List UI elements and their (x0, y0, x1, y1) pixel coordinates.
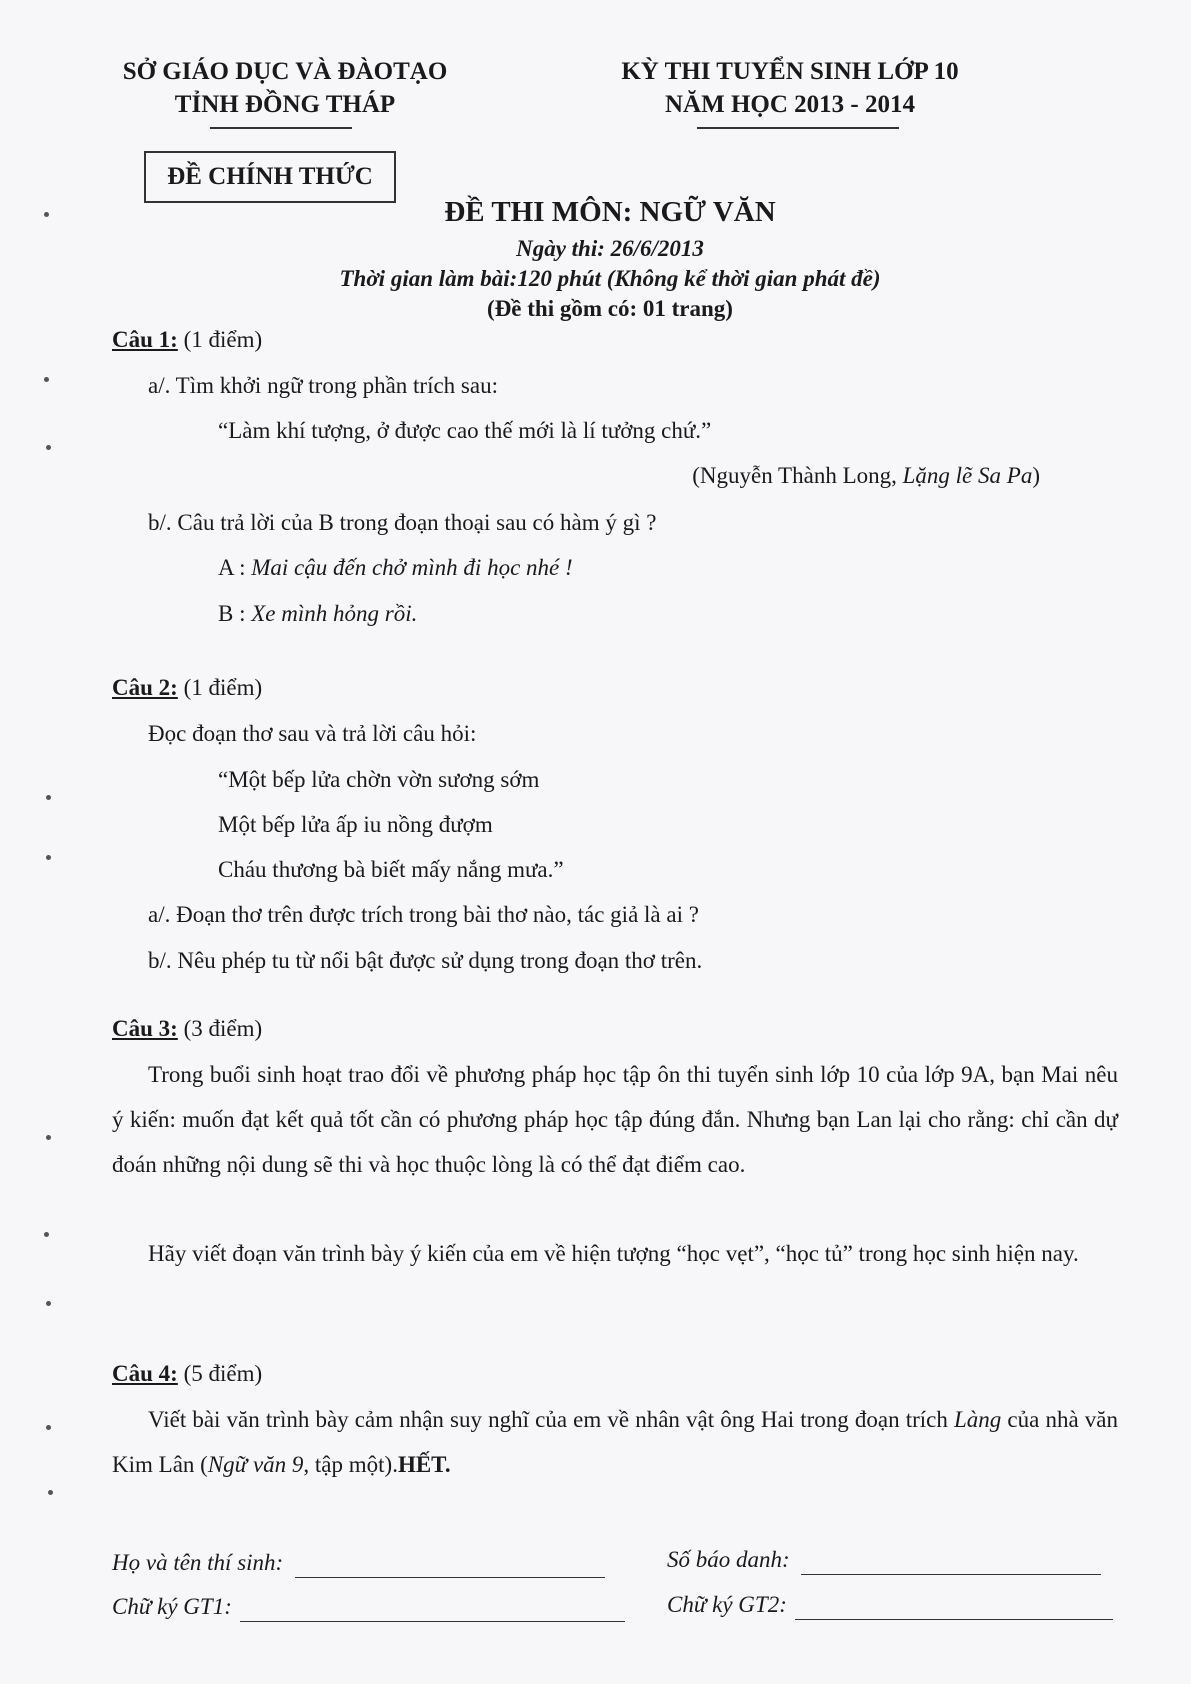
dialogue-line-a (218, 553, 573, 583)
scan-speck (46, 855, 51, 860)
department-name: SỞ GIÁO DỤC VÀ ĐÀOTẠO (122, 58, 448, 85)
question-4-heading (112, 1359, 262, 1389)
exam-header (580, 55, 1000, 121)
candidate-id-label: Số báo danh: (667, 1547, 790, 1572)
province-name: TỈNH ĐỒNG THÁP (174, 91, 396, 118)
exam-duration: Thời gian làm bài:120 phút (Không kể thời gian phát đề) (339, 266, 881, 291)
question-1a-quote: “Làm khí tượng, ở được cao thế mới là lí tưởng chứ.” (218, 418, 712, 443)
question-3-points: (3 điểm) (177, 1016, 263, 1041)
scan-speck (44, 212, 49, 217)
scan-speck (46, 445, 51, 450)
question-4-work: Làng (953, 1407, 1002, 1432)
speaker-b: B : (218, 601, 252, 626)
scan-speck (48, 1490, 53, 1495)
exam-subject: ĐỀ THI MÔN: NGỮ VĂN (444, 196, 776, 228)
question-2-heading (112, 673, 262, 703)
question-3-paragraph-2: Hãy viết đoạn văn trình bày ý kiến của em về hiện tượng “học vẹt”, “học tủ” trong học sinh hiện nay. (148, 1241, 1079, 1266)
scan-speck (46, 1135, 51, 1140)
scan-speck (44, 1232, 49, 1237)
supervisor-1-label: Chữ ký GT1: (112, 1594, 232, 1619)
question-1a-prompt: a/. Tìm khởi ngữ trong phần trích sau: (148, 373, 498, 398)
scan-speck (46, 1425, 51, 1430)
question-2-prompt: Đọc đoạn thơ sau và trả lời câu hỏi: (148, 721, 477, 746)
question-3-paragraph-1: Trong buổi sinh hoạt trao đổi về phương pháp học tập ôn thi tuyển sinh lớp 10 của lớp 9A, bạn Mai nêu ý kiến: muốn đạt kết quả tốt cần có phương pháp học tập đúng đắn. Nhưng bạn Lan lại cho rằng: chỉ cần dự đoán những nội dung sẽ thi và học thuộc lòng là có thể đạt điểm cao. (112, 1062, 1118, 1177)
exam-underline (697, 127, 899, 129)
supervisor-1-line (240, 1599, 625, 1622)
question-4-text-1: Viết bài văn trình bày cảm nhận suy nghĩ của em về nhân vật ông Hai trong đoạn trích (148, 1407, 954, 1432)
supervisor-2-label: Chữ ký GT2: (667, 1592, 787, 1617)
candidate-id-row (667, 1545, 1101, 1575)
poem-line-1: “Một bếp lửa chờn vờn sương sớm (218, 767, 540, 792)
speaker-b-text: Xe mình hỏng rồi. (251, 601, 418, 626)
department-header (95, 55, 475, 121)
exam-name: KỲ THI TUYỂN SINH LỚP 10 (621, 58, 959, 85)
question-2-label: Câu 2: (112, 675, 178, 700)
candidate-name-row (112, 1548, 605, 1578)
candidate-id-line (801, 1552, 1101, 1575)
source-close: ) (1032, 463, 1040, 488)
scan-speck (44, 377, 49, 382)
supervisor-2-line (795, 1597, 1113, 1620)
dialogue-line-b (218, 599, 417, 629)
scan-speck (46, 795, 51, 800)
question-2b: b/. Nêu phép tu từ nổi bật được sử dụng trong đoạn thơ trên. (148, 948, 703, 973)
exam-date: Ngày thi: 26/6/2013 (516, 236, 704, 261)
candidate-name-label: Họ và tên thí sinh: (112, 1550, 284, 1575)
question-2-points: (1 điểm) (177, 675, 263, 700)
speaker-a: A : (218, 555, 252, 580)
source-work: Lặng lẽ Sa Pa (902, 463, 1033, 488)
source-author: (Nguyễn Thành Long, (692, 463, 903, 488)
question-1a-source (692, 461, 1040, 491)
question-3-label: Câu 3: (112, 1016, 178, 1041)
question-4-paragraph (112, 1397, 1118, 1487)
question-3-heading (112, 1014, 262, 1044)
speaker-a-text: Mai cậu đến chở mình đi học nhé ! (251, 555, 573, 580)
supervisor-1-row (112, 1592, 625, 1622)
poem-line-2: Một bếp lửa ấp iu nồng đượm (218, 812, 493, 837)
question-1-points: (1 điểm) (177, 327, 263, 352)
exam-page-count: (Đề thi gồm có: 01 trang) (487, 296, 733, 321)
supervisor-2-row (667, 1590, 1113, 1620)
question-1b-prompt: b/. Câu trả lời của B trong đoạn thoại sau có hàm ý gì ? (148, 510, 657, 535)
question-4-text-2: của nhà văn Kim Lân ( (112, 1407, 1118, 1477)
question-4-label: Câu 4: (112, 1361, 178, 1386)
official-label: ĐỀ CHÍNH THỨC (167, 163, 373, 190)
question-2a: a/. Đoạn thơ trên được trích trong bài thơ nào, tác giả là ai ? (148, 902, 699, 927)
question-4-book: Ngữ văn 9 (207, 1452, 304, 1477)
candidate-name-line (295, 1555, 605, 1578)
poem-line-3: Cháu thương bà biết mấy nắng mưa.” (218, 857, 564, 882)
scan-speck (46, 1301, 51, 1306)
department-underline (210, 127, 352, 129)
question-4-text-3: , tập một). (303, 1452, 398, 1477)
school-year: NĂM HỌC 2013 - 2014 (665, 91, 915, 118)
question-4-points: (5 điểm) (177, 1361, 263, 1386)
question-1-heading (112, 325, 262, 355)
question-1-label: Câu 1: (112, 327, 178, 352)
end-mark: HẾT. (397, 1452, 451, 1477)
